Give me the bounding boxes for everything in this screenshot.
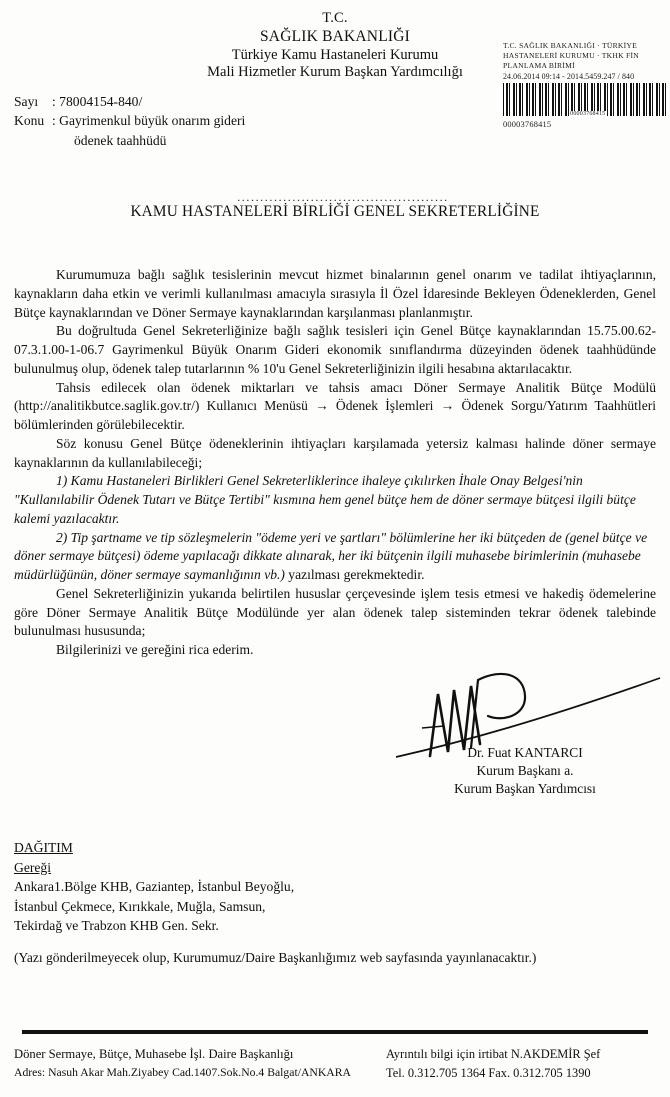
- stamp-line-2: HASTANELERİ KURUMU · TKHK FİN: [503, 51, 640, 61]
- distribution-subheading: Gereği: [14, 859, 51, 875]
- meta-label-konu: Konu: [14, 113, 45, 129]
- meta-row-konu: [14, 111, 245, 130]
- footer-phone-fax: Tel. 0.312.705 1364 Fax. 0.312.705 1390: [386, 1065, 591, 1080]
- distribution-line-1: Ankara1.Bölge KHB, Gaziantep, İstanbul Beyoğlu,: [14, 879, 295, 895]
- footer-address: Adres: Nasuh Akar Mah.Ziyabey Cad.1407.Sok.No.4 Balgat/ANKARA: [14, 1065, 351, 1079]
- distribution-line-2: İstanbul Çekmece, Kırıkkale, Muğla, Samsun,: [14, 898, 266, 914]
- body-list-item-2-italic: 2) Tip şartname ve tip sözleşmelerin "ödeme yeri ve şartları" bölümlerine her iki bütçeden de (genel bütçe ve döner sermaye bütçesi) ödeme yapılacağı dikkate alınarak, her iki bütçenin ilgili muhasebe birimlerinin (muhasebe müdürlüğünün, döner sermaye saymanlığının vb.): [14, 529, 648, 582]
- meta-value-konu: : Gayrimenkul büyük onarım gideri: [52, 113, 246, 129]
- distribution-line-3: Tekirdağ ve Trabzon KHB Gen. Sekr.: [14, 918, 219, 934]
- signatory-name: Dr. Fuat KANTARCI: [467, 745, 583, 760]
- distribution-heading: DAĞITIM: [14, 840, 73, 855]
- addressee-block: [0, 190, 670, 221]
- letterhead-ministry: SAĞLIK BAKANLIĞI: [259, 27, 410, 45]
- body-paragraph-3: Tahsis edilecek olan ödenek miktarları ve tahsis amacı Döner Sermaye Analitik Bütçe Modülü (http://analitikbutce.saglik.gov.tr/) Kullanıcı Menüsü → Ödenek İşlemleri → Ödenek Sorgu/Yatırım Taahhütleri bölümlerinden görülebilecektir.: [14, 379, 656, 432]
- body-paragraph-5: Genel Sekreterliğinizin yukarıda belirtilen hususlar çerçevesinde işlem tesis etmesi ve hakediş ödemelerine göre Döner Sermaye Analitik Bütçe Modülünde yer alan ödenek talep sisteminden tekrar ödenek talebinde bulunulması hususunda;: [14, 585, 656, 639]
- stamp-datestamp: 24.06.2014 09:14 - 2014.5459.247 / 840: [503, 72, 635, 82]
- meta-value-sayi: : 78004154-840/: [52, 94, 143, 109]
- letterhead-institution: Türkiye Kamu Hastaneleri Kurumu: [231, 46, 439, 63]
- body-paragraph-6: Bilgilerinizi ve gereğini rica ederim.: [56, 642, 254, 657]
- publication-note: (Yazı gönderilmeyecek olup, Kurumumuz/Daire Başkanlığımız web sayfasında yayınlanacaktır.): [14, 950, 537, 965]
- signatory-title-2: Kurum Başkan Yardımcısı: [454, 781, 596, 797]
- meta-label-sayi: Sayı: [14, 94, 39, 109]
- footer-divider: [22, 1030, 648, 1034]
- stamp-line-1: T.C. SAĞLIK BAKANLIĞI · TÜRKİYE: [503, 41, 638, 50]
- body-list-item-1: 1) Kamu Hastaneleri Birlikleri Genel Sekreterliklerince ihaleye çıkılırken İhale Onay Belgesi'nin "Kullanılabilir Ödenek Tutarı ve Bütçe Tertibi" kısmına hem genel bütçe hem de döner sermaye bütçesi ilgili bütçe kalemi yazılacaktır.: [14, 473, 636, 526]
- stamp-line-3: PLANLAMA BİRİMİ: [503, 61, 575, 71]
- footer-left-column: [14, 1045, 386, 1082]
- signature-block: [390, 744, 660, 798]
- footer-department: Döner Sermaye, Bütçe, Muhasebe İşl. Daire Başkanlığı: [14, 1047, 294, 1061]
- body-paragraph-2: Bu doğrultuda Genel Sekreterliğinize bağlı sağlık tesisleri için Genel Bütçe kaynaklarından 15.75.00.62-07.3.1.00-1-06.7 Gayrimenkul Büyük Onarım Gideri ekonomik sınıflandırma düzeyinden ödenek taahhüdünde bulunulmuş olup, ödenek talep tutarlarının % 10'u Genel Sekreterliğinizin ilgili hesabına aktarılacaktır.: [14, 323, 656, 376]
- barcode-number: 00003768415: [503, 120, 552, 130]
- meta-row-sayi: [14, 92, 245, 111]
- footer: [14, 1045, 659, 1082]
- meta-value-konu-continued: ödenek taahhüdü: [74, 132, 167, 148]
- document-meta: [14, 92, 245, 150]
- document-body: [14, 266, 656, 660]
- body-paragraph-1: Kurumumuza bağlı sağlık tesislerinin mevcut hizmet binalarının genel onarım ve tadilat ihtiyaçlarının, kaynakların daha etkin ve verimli kullanılması amacıyla sırasıyla İl Özel İdaresinde Bekleyen Ödeneklerden, Genel Bütçe kaynaklarından ve Döner Sermaye kaynaklarından karşılanması planlanmıştır.: [14, 267, 656, 320]
- dotted-line: ..............................................: [237, 190, 449, 204]
- body-paragraph-4: Söz konusu Genel Bütçe ödeneklerinin ihtiyaçları karşılamada yetersiz kalması halinde döner sermaye kaynaklarının da kullanılabileceği;: [14, 435, 656, 470]
- barcode-inner-number: 00003768415: [570, 111, 606, 118]
- letterhead-tc: T.C.: [322, 10, 348, 26]
- footer-right-column: [386, 1045, 656, 1082]
- body-list-item-2-roman: yazılması gerekmektedir.: [284, 567, 425, 582]
- body-list-item-2: [14, 529, 656, 585]
- addressee-title: KAMU HASTANELERİ BİRLİĞİ GENEL SEKRETERLİĞİNE: [130, 203, 540, 220]
- letterhead-department: Mali Hizmetler Kurum Başkan Yardımcılığı: [207, 64, 463, 81]
- registration-stamp: [503, 41, 667, 129]
- distribution-block: [14, 838, 294, 936]
- barcode-icon: [503, 83, 666, 116]
- footer-contact-person: Ayrıntılı bilgi için irtibat N.AKDEMİR Şef: [386, 1047, 601, 1061]
- signatory-title-1: Kurum Başkanı a.: [476, 763, 574, 779]
